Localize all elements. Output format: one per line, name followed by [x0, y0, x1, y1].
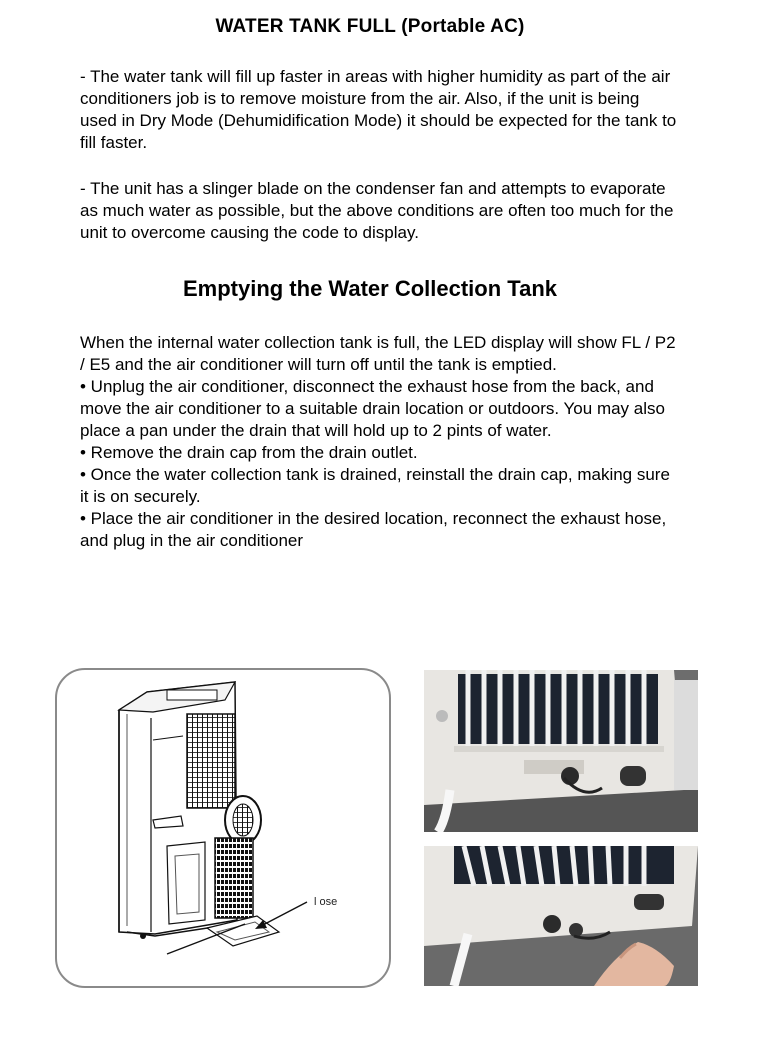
- drain-cap-removed-photo: [424, 846, 698, 986]
- ac-unit-diagram: [55, 668, 391, 988]
- ac-unit-drawing: [57, 670, 389, 986]
- drain-hose-label: l ose: [314, 896, 338, 908]
- page-title: WATER TANK FULL (Portable AC): [215, 16, 525, 37]
- instruction-step: • Remove the drain cap from the drain outlet.: [80, 443, 418, 462]
- humidity-paragraph: - The water tank will fill up faster in areas with higher humidity as part of the air conditioners job is to remove moisture from the air. Also, if the unit is being used in Dry Mode (Dehumidification Mode) it should be expected for the tank to fill faster.: [80, 67, 677, 152]
- drain-outlet-photo: [424, 670, 698, 832]
- instructions: [80, 332, 680, 552]
- instruction-step: • Unplug the air conditioner, disconnect the exhaust hose from the back, and move the air conditioner to a suitable drain location or outdoors. You may also place a pan under the drain that will hold up to 2 pints of water.: [80, 377, 665, 440]
- instruction-step: • Place the air conditioner in the desired location, reconnect the exhaust hose, and plug in the air conditioner: [80, 509, 667, 550]
- section-heading: Emptying the Water Collection Tank: [182, 276, 558, 301]
- slinger-paragraph: - The unit has a slinger blade on the condenser fan and attempts to evaporate as much water as possible, but the above conditions are often too much for the unit to overcome causing the code to display.: [80, 179, 674, 242]
- instructions-intro: When the internal water collection tank is full, the LED display will show FL / P2 / E5 and the air conditioner will turn off until the tank is emptied.: [80, 333, 676, 374]
- instruction-step: • Once the water collection tank is drained, reinstall the drain cap, making sure it is on securely.: [80, 465, 670, 506]
